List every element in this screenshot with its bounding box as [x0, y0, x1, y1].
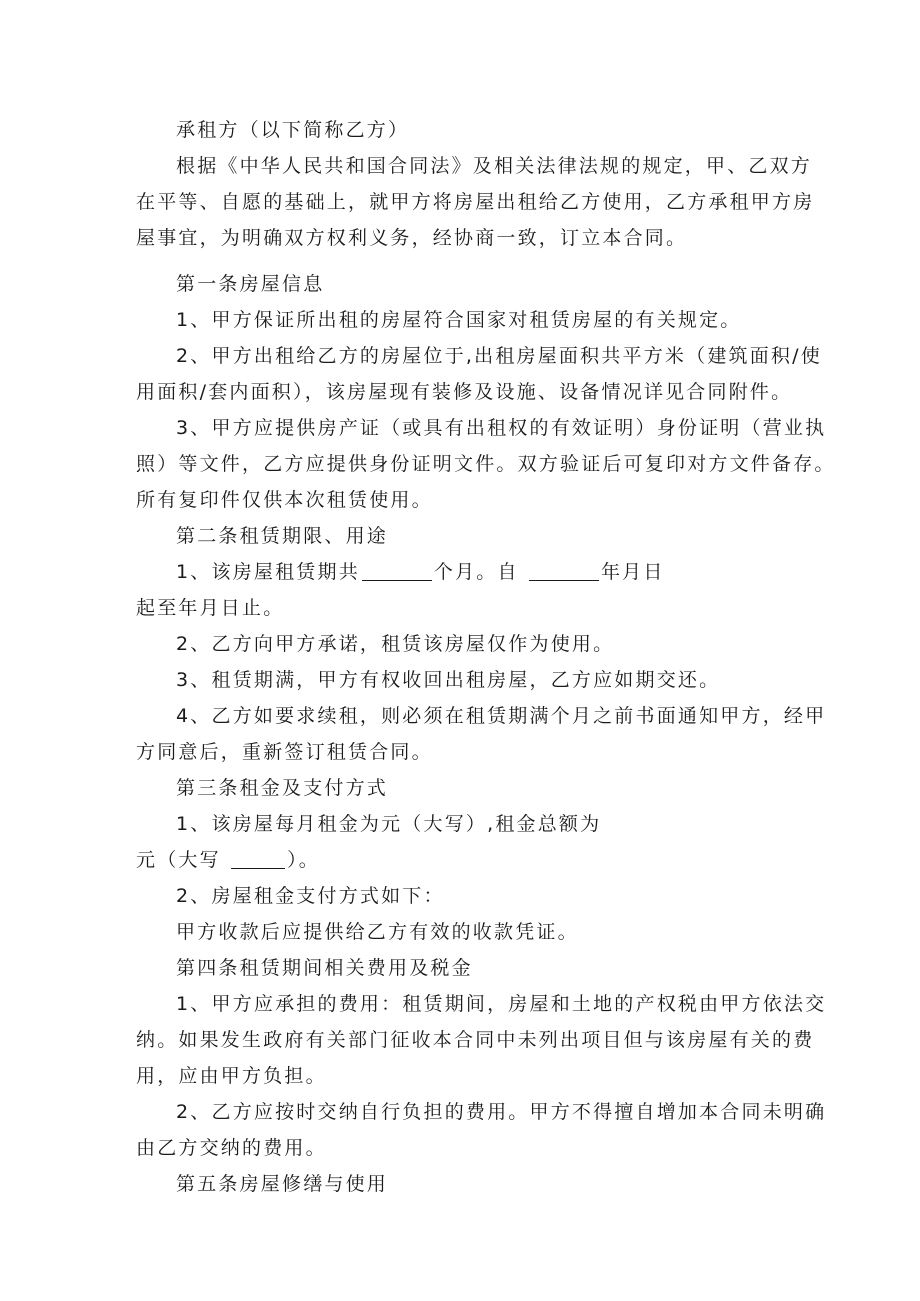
lease-term-text: 1、该房屋租赁期共: [176, 561, 360, 583]
clause-line: 方同意后，重新签订租赁合同。: [136, 741, 433, 763]
clause-line: 起至年月日止。: [136, 597, 285, 619]
clause-line: 所有复印件仅供本次租赁使用。: [136, 489, 433, 511]
clause-line: 3、租赁期满，甲方有权收回出租房屋，乙方应如期交还。: [176, 669, 721, 691]
clause-line: 2、房屋租金支付方式如下：: [176, 885, 445, 907]
start-year-blank[interactable]: [529, 558, 599, 581]
clause-line: 纳。如果发生政府有关部门征收本合同中未列出项目但与该房屋有关的费: [136, 1029, 815, 1051]
article-heading: 第五条房屋修缮与使用: [176, 1173, 389, 1195]
clause-line: 用面积/套内面积），该房屋现有装修及设施、设备情况详见合同附件。: [136, 381, 793, 403]
article-heading: 第一条房屋信息: [176, 273, 325, 295]
rent-total-line: [136, 842, 796, 878]
clause-line: 由乙方交纳的费用。: [136, 1137, 327, 1159]
lease-term-line: [136, 554, 796, 590]
clause-line: 1、甲方保证所出租的房屋符合国家对租赁房屋的有关规定。: [176, 309, 742, 331]
lease-term-text: 个月。自: [433, 561, 519, 583]
rent-total-blank[interactable]: [231, 846, 285, 869]
clause-line: 1、该房屋每月租金为元（大写）,租金总额为: [176, 813, 602, 835]
months-blank[interactable]: [362, 558, 432, 581]
clause-line: 2、甲方出租给乙方的房屋位于,出租房屋面积共平方米（建筑面积/使: [176, 345, 822, 367]
clause-line: 2、乙方应按时交纳自行负担的费用。甲方不得擅自增加本合同未明确: [176, 1101, 827, 1123]
party-b-line: 承租方（以下简称乙方）: [176, 119, 410, 141]
preamble-line: 根据《中华人民共和国合同法》及相关法律法规的规定，甲、乙双方: [176, 155, 813, 177]
article-heading: 第二条租赁期限、用途: [176, 525, 389, 547]
clause-line: 甲方收款后应提供给乙方有效的收款凭证。: [176, 921, 579, 943]
rent-total-text: 元（大写: [136, 849, 221, 871]
preamble-line: 屋事宜，为明确双方权利义务，经协商一致，订立本合同。: [136, 227, 688, 249]
preamble-line: 在平等、自愿的基础上，就甲方将房屋出租给乙方使用，乙方承租甲方房: [136, 191, 815, 213]
clause-line: 4、乙方如要求续租，则必须在租赁期满个月之前书面通知甲方，经甲: [176, 705, 827, 727]
clause-line: 2、乙方向甲方承诺，租赁该房屋仅作为使用。: [176, 633, 615, 655]
clause-line: 用，应由甲方负担。: [136, 1065, 327, 1087]
lease-term-text: 年月日: [600, 561, 665, 583]
article-heading: 第三条租金及支付方式: [176, 777, 389, 799]
clause-line: 3、甲方应提供房产证（或具有出租权的有效证明）身份证明（营业执: [176, 417, 827, 439]
rent-total-text: ）。: [287, 849, 320, 871]
clause-line: 照）等文件，乙方应提供身份证明文件。双方验证后可复印对方文件备存。: [136, 453, 836, 475]
clause-line: 1、甲方应承担的费用：租赁期间，房屋和土地的产权税由甲方依法交: [176, 993, 827, 1015]
contract-body: [136, 112, 836, 1202]
article-heading: 第四条租赁期间相关费用及税金: [176, 957, 473, 979]
